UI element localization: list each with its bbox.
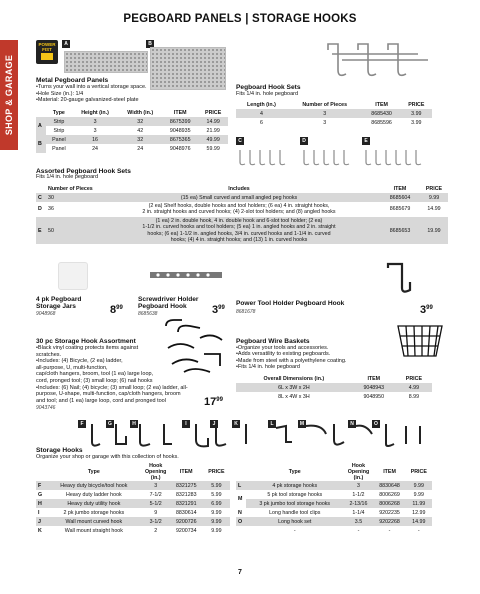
table-row	[236, 383, 432, 392]
table-cell: 11.99	[406, 499, 432, 508]
hook-sets-image	[318, 40, 438, 82]
table-row	[36, 117, 228, 126]
storage-jars-image	[58, 262, 88, 290]
assortment-sku: 9043746	[36, 405, 56, 411]
table-cell: Wall mount straight hook	[64, 527, 123, 534]
table-cell: 5.99	[203, 481, 230, 490]
col-header: PRICE	[203, 463, 230, 481]
table-cell: 3-1/2	[142, 517, 170, 526]
col-header: Type	[46, 463, 142, 481]
table-cell: 8685653	[380, 217, 420, 245]
col-header: Overall Dimensions (in.)	[236, 374, 352, 383]
table-cell: -	[357, 527, 360, 534]
table-cell: 2-13/16	[343, 499, 373, 508]
table-cell: 24	[92, 145, 98, 152]
side-tab-label: SHOP & GARAGE	[4, 54, 14, 136]
table-cell: 3	[72, 117, 119, 126]
power-tool-title: Power Tool Holder Pegboard Hook	[236, 300, 345, 307]
table-cell: 8.99	[408, 393, 420, 400]
table-part	[36, 184, 448, 193]
table-cell: Heavy duty ladder hook	[66, 491, 122, 498]
table-cell: 8685430	[362, 109, 400, 118]
power-tool-sku: 8681678	[236, 309, 256, 315]
table-cell: H	[36, 499, 46, 508]
table-cell: 4	[236, 109, 287, 118]
storage-hooks-right-table	[236, 463, 432, 535]
table-cell: Strip	[53, 127, 65, 134]
power-tool-price: $3^{99}$	[420, 304, 433, 316]
table-part	[236, 463, 432, 481]
table-row	[36, 202, 448, 217]
col-header: ITEM	[373, 463, 405, 481]
table-cell: 9048950	[363, 393, 385, 400]
table-cell: L	[236, 481, 246, 490]
image-label-d: D	[300, 137, 308, 145]
col-header: ITEM	[362, 100, 400, 109]
table-cell: Wall mount curved hook	[46, 517, 142, 526]
table-cell: 32	[118, 135, 162, 144]
table-row	[236, 499, 432, 508]
table-cell: (2 ea) Shelf hooks, double hooks and tool holders; (6 ea) 4 in. straight hooks, 2 in. straight hooks and curved hooks; (4) 2-slot tool holders; and (8) angled hooks	[142, 203, 336, 216]
assorted-table	[36, 184, 448, 244]
metal-bullet: •Material: 20-gauge galvanized-steel plate	[36, 97, 139, 103]
table-cell: Long handle tool clips	[269, 509, 321, 516]
table-cell: J	[36, 517, 46, 526]
col-header: PRICE	[401, 100, 432, 109]
assortment-lines: •Black vinyl coating protects items against scratches. •Includes: (4) Bicycle, (2 ea) ladder, all-purpose, U, multi-function, cap/cloth hangers, broom, tool (1 ea) large loop, cord, pronged tool; (3) small loop; (6) nail hooks •Includes: (6) Nail; (4) bicycle; (3) small loop; (2 ea) ladder, all- purpose, U-shape, multi-function, cap/cloth hangers, broom and tool; and (1 ea) large loop, cord and pronged tool	[36, 345, 188, 404]
table-cell: 9.99	[211, 527, 222, 534]
table-row	[236, 526, 432, 535]
metal-panels-table	[36, 108, 228, 153]
table-cell: 16	[72, 135, 119, 144]
col-header: Number of Pieces	[46, 184, 98, 193]
table-cell: Long hook set	[246, 517, 343, 526]
col-header: ITEM	[170, 463, 203, 481]
table-cell: 8L x 4W x 3H	[278, 393, 310, 400]
baskets-bullet: •Adds versatility to existing pegboards.	[236, 351, 331, 357]
table-cell: 6.99	[203, 499, 230, 508]
table-part	[236, 374, 432, 383]
table-row	[36, 135, 228, 144]
table-row	[236, 481, 432, 490]
table-cell: 7-1/2	[149, 491, 162, 498]
table-cell: 42	[137, 127, 144, 134]
image-label-j: J	[210, 420, 218, 428]
storage-hooks-image	[86, 422, 442, 450]
col-header: PRICE	[406, 463, 432, 481]
table-row	[236, 118, 432, 127]
table-cell: 8685679	[389, 206, 411, 213]
table-cell: 8685604	[380, 193, 420, 202]
table-cell: 1-1/2	[352, 491, 365, 498]
table-cell: 4.99	[396, 383, 432, 392]
table-cell: Panel	[52, 145, 66, 152]
col-header: ITEM	[380, 184, 420, 193]
table-cell	[236, 526, 246, 535]
table-row	[36, 508, 230, 517]
image-label-a: A	[62, 40, 70, 48]
table-cell: 4 pk storage hooks	[246, 481, 343, 490]
table-row	[36, 526, 230, 535]
baskets-bullet: •Fits 1/4 in. hole pegboard	[236, 364, 300, 370]
col-header: Type	[246, 463, 343, 481]
table-cell: -	[293, 527, 296, 534]
image-label-i: I	[182, 420, 190, 428]
table-cell: 9048976	[169, 145, 191, 152]
table-cell: 14.99	[427, 206, 441, 213]
table-cell: K	[38, 527, 42, 534]
table-row	[36, 126, 228, 135]
assortment-price: $17^{99}$	[204, 396, 223, 408]
assorted-title: Assorted Pegboard Hook Sets	[36, 168, 131, 175]
jars-title: 4 pk Pegboard Storage Jars	[36, 296, 82, 310]
col-header: PRICE	[420, 184, 448, 193]
screwdriver-sku: 8685638	[138, 311, 158, 317]
image-label-m: M	[299, 421, 305, 427]
col-header: PRICE	[198, 108, 228, 117]
table-cell: 3	[323, 119, 327, 126]
table-cell: 9.99	[211, 509, 222, 516]
col-header: ITEM	[352, 374, 396, 383]
assorted-subtitle: Fits 1/4 in. hole pegboard	[36, 174, 99, 180]
table-cell: 8321291	[170, 499, 203, 508]
storage-hooks-title: Storage Hooks	[36, 447, 83, 454]
image-label-h: H	[130, 420, 138, 428]
pegboard-panel-image	[150, 47, 226, 90]
table-cell: 19.99	[420, 217, 448, 245]
metal-bullet: •Turns your wall into a vertical storage space.	[36, 84, 147, 90]
table-row	[36, 499, 230, 508]
baskets-title: Pegboard Wire Baskets	[236, 338, 310, 345]
col-header: Hook Opening (in.)	[343, 463, 373, 481]
table-cell: -	[417, 527, 420, 534]
table-cell: 5.99	[211, 491, 222, 498]
col-header: Hook Opening (in.)	[142, 463, 170, 481]
table-cell: 8006268	[373, 499, 405, 508]
table-cell: 49.99	[198, 135, 228, 144]
page-number: 7	[238, 569, 242, 576]
table-part	[36, 108, 228, 117]
table-cell: C	[36, 193, 46, 202]
table-cell: 5-1/2	[142, 499, 170, 508]
table-cell: 3	[287, 109, 363, 118]
table-cell: 9200734	[175, 527, 197, 534]
baskets-bullet: •Made from steel with a polyethylene coating.	[236, 357, 347, 364]
table-row	[236, 109, 432, 118]
col-header: Number of Pieces	[287, 100, 363, 109]
table-cell: 9.99	[413, 491, 424, 498]
table-cell: 36	[48, 206, 54, 213]
table-cell: A	[36, 117, 46, 135]
col-header	[36, 108, 46, 117]
table-cell: 8006269	[379, 491, 400, 498]
col-header: ITEM	[162, 108, 198, 117]
table-cell: 21.99	[206, 127, 220, 134]
baskets-bullet: •Organize your tools and accessories.	[236, 344, 329, 351]
table-cell: M	[238, 496, 243, 502]
table-cell: Strip	[46, 117, 72, 126]
table-cell: 8830614	[175, 509, 197, 516]
table-cell: B	[36, 135, 46, 153]
table-cell: 30	[46, 193, 98, 202]
table-cell: I	[38, 509, 40, 516]
col-header	[236, 463, 246, 481]
image-label-b: B	[146, 40, 154, 48]
assortment-title: 30 pc Storage Hook Assortment	[36, 338, 136, 345]
table-cell: 5 pk tool storage hooks	[267, 491, 323, 498]
table-cell: 9.99	[420, 193, 448, 202]
table-cell: E	[36, 217, 46, 245]
table-row	[236, 517, 432, 526]
image-label-e: E	[362, 137, 370, 145]
table-cell: 9.99	[406, 481, 432, 490]
table-cell: 14.99	[406, 517, 432, 526]
page-title: PEGBOARD PANELS | STORAGE HOOKS	[123, 13, 357, 25]
hook-sets-table	[236, 100, 432, 127]
table-cell: G	[38, 491, 43, 498]
table-cell: 3 pk jumbo tool storage hooks	[246, 499, 343, 508]
storage-hooks-left-table	[36, 463, 230, 535]
table-row	[236, 392, 432, 401]
hook-sets-subtitle: Fits 1/4 in. hole pegboard	[236, 90, 299, 97]
metal-panels-title: Metal Pegboard Panels	[36, 77, 109, 84]
table-part	[236, 100, 432, 109]
table-cell: N	[238, 509, 242, 516]
table-cell: 9202235	[379, 509, 400, 516]
table-cell: 3	[343, 481, 373, 490]
table-cell: 32	[118, 117, 162, 126]
col-header: Length (in.)	[236, 100, 287, 109]
table-cell: 6L x 3W x 2H	[236, 383, 352, 392]
col-header	[36, 463, 46, 481]
image-label-c: C	[236, 137, 244, 145]
hook-sets-title: Pegboard Hook Sets	[236, 84, 301, 91]
table-cell: 3.99	[401, 109, 432, 118]
table-cell: 8675365	[162, 135, 198, 144]
image-label-o: O	[372, 420, 380, 428]
table-part	[36, 463, 230, 481]
table-cell: O	[236, 517, 246, 526]
table-cell: 9048935	[169, 127, 191, 134]
table-cell: 8321275	[170, 481, 203, 490]
table-cell: 24	[137, 145, 144, 152]
table-row	[36, 144, 228, 153]
table-cell: F	[36, 481, 46, 490]
col-header: Width (in.)	[118, 108, 162, 117]
image-label-l: L	[268, 420, 276, 428]
table-cell: 3.5	[343, 517, 373, 526]
pegboard-strip-image	[64, 51, 148, 73]
table-cell: (15 ea) Small curved and small angled peg hooks	[98, 193, 380, 202]
table-cell: 50	[46, 217, 98, 245]
table-cell: 9200726	[170, 517, 203, 526]
image-label-k: K	[232, 420, 240, 428]
table-cell: 12.99	[412, 509, 426, 516]
table-cell: 8685596	[371, 119, 392, 126]
section-side-tab	[0, 40, 18, 150]
table-cell: 14.99	[198, 117, 228, 126]
brand-logo: POWER FIST	[36, 40, 58, 64]
table-row	[36, 481, 230, 490]
assorted-hooks-image	[236, 146, 432, 168]
table-row	[236, 490, 432, 499]
table-row	[236, 508, 432, 517]
table-cell: 9202268	[373, 517, 405, 526]
table-cell: 6	[259, 119, 263, 126]
table-cell: 9048943	[352, 383, 396, 392]
image-label-f: F	[78, 420, 86, 428]
table-cell: 8675399	[162, 117, 198, 126]
storage-hooks-subtitle: Organize your shop or garage with this collection of hooks.	[36, 454, 179, 460]
col-header: Type	[46, 108, 72, 117]
baskets-table	[236, 374, 432, 401]
col-header: Height (in.)	[72, 108, 119, 117]
table-cell: 2 pk jumbo storage hooks	[63, 509, 125, 516]
table-row	[36, 517, 230, 526]
table-cell: Heavy duty utility hook	[46, 499, 142, 508]
table-cell: 8321283	[175, 491, 197, 498]
table-cell: 59.99	[206, 145, 220, 152]
jars-price: $8^{99}$	[110, 304, 123, 316]
table-row	[36, 217, 448, 245]
table-cell: 9.99	[203, 517, 230, 526]
image-label-n: N	[348, 420, 356, 428]
screwdriver-price: $3^{99}$	[212, 304, 225, 316]
table-cell: Panel	[46, 135, 72, 144]
table-cell: 2	[154, 527, 158, 534]
table-cell: 1-1/4	[352, 509, 365, 516]
metal-bullet: •Hole Size (in.): 1/4	[36, 90, 84, 97]
col-header: Includes	[98, 184, 380, 193]
table-cell: 3	[142, 481, 170, 490]
screwdriver-title: Screwdriver Holder Pegboard Hook	[138, 296, 199, 310]
jars-sku: 9048968	[36, 311, 56, 317]
table-cell: Heavy duty bicycle/tool hook	[46, 481, 142, 490]
table-cell: 3.99	[411, 119, 422, 126]
table-cell: D	[38, 206, 42, 213]
table-cell: 3	[93, 127, 97, 134]
table-row	[36, 193, 448, 202]
col-header: PRICE	[396, 374, 432, 383]
wire-basket-image	[394, 322, 446, 362]
power-tool-hook-image	[380, 262, 420, 298]
col-header	[36, 184, 46, 193]
table-cell: -	[388, 527, 391, 534]
table-cell: 8830648	[373, 481, 405, 490]
image-label-g: G	[106, 420, 114, 428]
table-cell: (1 ea) 2 in. double hook, 4 in. double hook and 6-slot tool holder; (2 ea) 1-1/2 in. curved hooks and tool holders; (5 ea) 1 in. angled hooks and 2 in. straight hooks; (6 ea) 1-1/2 in. angled hooks, 3/4 in. curved hooks and 1-1/4 in. curved hooks; (4) 4 in. straight hooks; and (13) 1 in. curved hooks	[98, 217, 380, 245]
screwdriver-holder-image	[148, 266, 228, 290]
table-row	[36, 490, 230, 499]
table-cell: 9	[154, 509, 158, 516]
